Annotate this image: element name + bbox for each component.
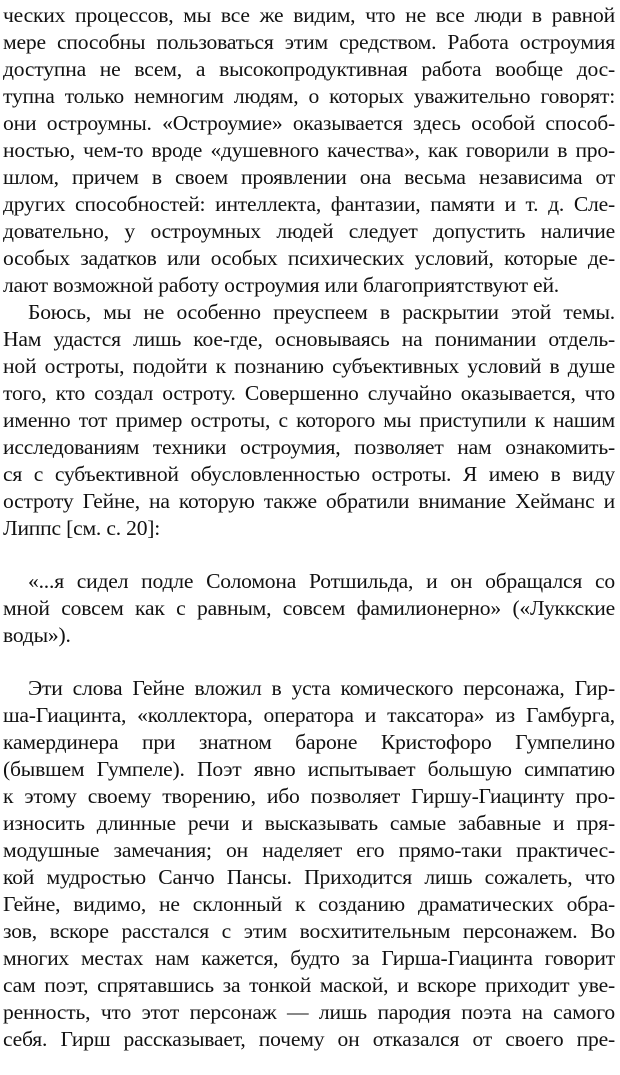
text-line: доступна не всем, а высокопродуктивная работа вообще дос- xyxy=(3,57,615,81)
text-line: Липпс [см. с. 20]: xyxy=(3,516,161,540)
quote-line: «...я сидел подле Соломона Ротшильда, и он обращался со xyxy=(28,569,615,593)
text-line: других способностей: интеллекта, фантазии, памяти и т. д. Сле- xyxy=(3,192,615,216)
quote-line: воды»). xyxy=(3,623,71,647)
text-line: камердинера при знатном бароне Кристофоро Гумпелино xyxy=(3,730,615,754)
text-line: именно тот пример остроты, с которого мы приступили к нашим xyxy=(3,408,615,432)
text-line: кой мудростью Санчо Пансы. Приходится лишь сожалеть, что xyxy=(3,865,615,889)
text-line: Нам удастся лишь кое-где, основываясь на понимании отдель- xyxy=(3,327,615,351)
text-line: того, кто создал остроту. Совершенно случайно оказывается, что xyxy=(3,381,615,405)
text-line: исследованиям техники остроумия, позволяет нам ознакомить- xyxy=(3,435,615,459)
text-line: шлом, причем в своем проявлении она весьма независима от xyxy=(3,165,615,189)
text-line: мере способны пользоваться этим средством. Работа остроумия xyxy=(3,30,615,54)
text-line: Эти слова Гейне вложил в уста комического персонажа, Гир- xyxy=(28,676,615,700)
text-line: ренность, что этот персонаж — лишь пародия поэта на самого xyxy=(3,1000,615,1024)
text-line: износить длинные речи и высказывать самые забавные и пря- xyxy=(3,811,615,835)
text-line: тупна только немногим людям, о которых уважительно говорят: xyxy=(3,84,615,108)
text-line: ной остроты, подойти к познанию субъективных условий в душе xyxy=(3,354,615,378)
text-line: (бывшем Гумпеле). Поэт явно испытывает большую симпатию xyxy=(3,757,615,781)
text-line: к этому своему творению, ибо позволяет Гиршу-Гиацинту про- xyxy=(3,784,615,808)
text-line: лают возможной работу остроумия или благоприятствуют ей. xyxy=(3,273,559,297)
text-line: модушные замечания; он наделяет его прямо-таки практичес- xyxy=(3,838,615,862)
text-line: многих местах нам кажется, будто за Гирша-Гиацинта говорит xyxy=(3,946,615,970)
text-line: Боюсь, мы не особенно преуспеем в раскрытии этой темы. xyxy=(28,300,615,324)
text-line: себя. Гирш рассказывает, почему он отказался от своего пре- xyxy=(3,1027,615,1051)
text-line: довательно, у остроумных людей следует допустить наличие xyxy=(3,219,615,243)
text-line: ся с субъективной обусловленностью остроты. Я имею в виду xyxy=(3,462,615,486)
text-line: ческих процессов, мы все же видим, что не все люди в равной xyxy=(3,3,615,27)
text-line: зов, вскоре расстался с этим восхитительным персонажем. Во xyxy=(3,919,615,943)
text-line: особых задатков или особых психических условий, которые де- xyxy=(3,246,615,270)
text-line: ша-Гиацинта, «коллектора, оператора и таксатора» из Гамбурга, xyxy=(3,703,615,727)
text-line: сам поэт, спрятавшись за тонкой маской, и вскоре приходит уве- xyxy=(3,973,615,997)
text-line: Гейне, видимо, не склонный к созданию драматических обра- xyxy=(3,892,615,916)
quote-line: мной совсем как с равным, совсем фамилионерно» («Луккские xyxy=(3,596,615,620)
text-line: они остроумны. «Остроумие» оказывается здесь особой способ- xyxy=(3,111,615,135)
text-line: ностью, чем-то вроде «душевного качества», как говорили в про- xyxy=(3,138,615,162)
text-line: остроту Гейне, на которую также обратили внимание Хейманс и xyxy=(3,489,615,513)
